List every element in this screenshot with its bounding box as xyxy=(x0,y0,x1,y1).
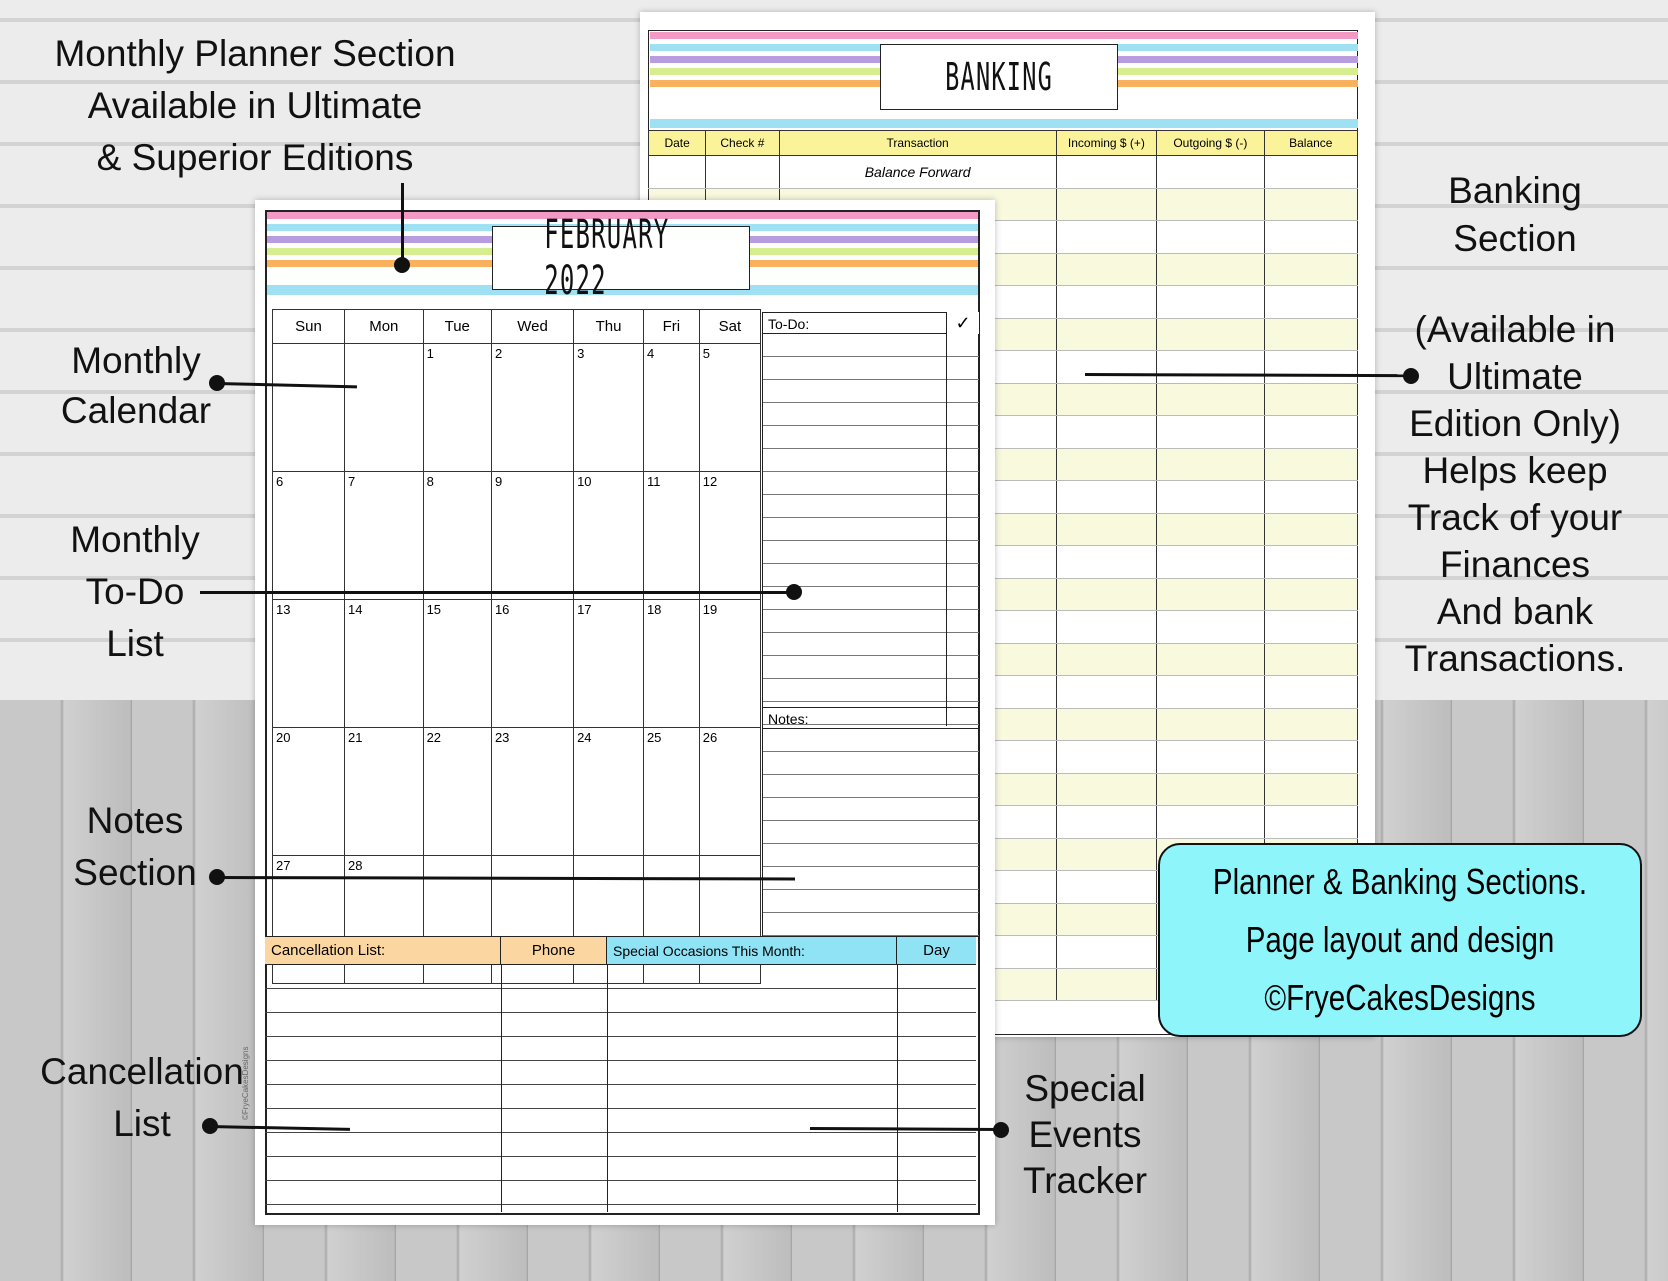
list-item[interactable] xyxy=(265,1061,976,1085)
table-cell[interactable] xyxy=(1056,676,1156,709)
label-line: Notes xyxy=(86,800,184,841)
list-item[interactable] xyxy=(265,1181,976,1205)
day-number: 16 xyxy=(494,602,510,617)
table-cell[interactable] xyxy=(1056,221,1156,254)
table-cell[interactable] xyxy=(1264,806,1357,839)
table-cell[interactable] xyxy=(1157,253,1264,286)
table-cell[interactable] xyxy=(1056,968,1156,1001)
table-cell[interactable] xyxy=(1264,676,1357,709)
weekday-header: Tue xyxy=(423,310,491,344)
section-divider xyxy=(607,965,608,1212)
calendar-week-row xyxy=(273,472,761,600)
table-cell[interactable] xyxy=(1157,578,1264,611)
day-number: 7 xyxy=(348,474,356,489)
banking-title-text: BANKING xyxy=(945,55,1053,99)
label-line: & Superior Editions xyxy=(96,137,414,178)
notes-line[interactable] xyxy=(763,821,979,844)
day-number: 25 xyxy=(646,730,662,745)
notes-line[interactable] xyxy=(763,913,979,936)
table-cell[interactable] xyxy=(1056,546,1156,579)
day-number: 10 xyxy=(577,474,592,489)
table-cell[interactable] xyxy=(1157,221,1264,254)
day-number: 5 xyxy=(702,346,710,361)
day-number: 17 xyxy=(577,602,592,617)
label-line: Finances xyxy=(1439,544,1591,585)
table-cell[interactable] xyxy=(1264,611,1357,644)
list-item[interactable] xyxy=(265,965,976,989)
table-cell[interactable] xyxy=(1264,253,1357,286)
weekday-header-row xyxy=(273,310,761,344)
calendar-day-cell[interactable] xyxy=(699,600,760,728)
weekday-header: Thu xyxy=(574,310,644,344)
calendar-week-row xyxy=(273,344,761,472)
col-balance: Balance xyxy=(1264,131,1357,156)
table-cell[interactable] xyxy=(1157,513,1264,546)
label-line: Ultimate xyxy=(1447,356,1583,397)
table-cell[interactable] xyxy=(1056,611,1156,644)
notes-line[interactable] xyxy=(763,890,979,913)
day-header xyxy=(897,937,976,965)
day-number: 23 xyxy=(494,730,510,745)
col-incoming: Incoming $ (+) xyxy=(1056,131,1156,156)
calendar-day-cell[interactable] xyxy=(423,600,491,728)
day-number: 15 xyxy=(426,602,442,617)
calendar-day-cell[interactable] xyxy=(643,728,699,856)
day-number: 19 xyxy=(702,602,718,617)
table-cell[interactable] xyxy=(1264,708,1357,741)
calendar-day-cell[interactable] xyxy=(345,472,424,600)
calendar-day-cell[interactable] xyxy=(273,600,345,728)
table-cell[interactable] xyxy=(1157,611,1264,644)
notes-line[interactable] xyxy=(763,844,979,867)
day-number: 14 xyxy=(348,602,363,617)
special-occasions-header xyxy=(607,937,897,965)
table-cell[interactable] xyxy=(1264,741,1357,774)
label-line: (Available in xyxy=(1414,309,1616,350)
monthly-calendar xyxy=(272,309,761,984)
day-number: 18 xyxy=(646,602,662,617)
table-cell[interactable] xyxy=(1264,773,1357,806)
table-cell[interactable] xyxy=(1056,416,1156,449)
table-cell[interactable] xyxy=(1056,806,1156,839)
table-cell[interactable] xyxy=(1056,741,1156,774)
col-date: Date xyxy=(649,131,706,156)
label-special-events xyxy=(1000,1066,1170,1204)
todo-list[interactable] xyxy=(762,334,980,726)
label-notes-section xyxy=(55,795,215,899)
special-occasions-header-label: Special Occasions This Month: xyxy=(613,943,805,959)
phone-column-divider xyxy=(501,965,502,1212)
table-cell[interactable] xyxy=(1056,286,1156,319)
day-number: 28 xyxy=(348,858,363,873)
label-line: Events xyxy=(1028,1114,1142,1155)
table-cell[interactable] xyxy=(1157,286,1264,319)
day-number: 20 xyxy=(276,730,291,745)
list-item[interactable] xyxy=(265,1037,976,1061)
table-cell[interactable] xyxy=(1056,708,1156,741)
calendar-area xyxy=(265,303,765,973)
phone-header-label: Phone xyxy=(531,942,576,959)
table-cell[interactable] xyxy=(1056,643,1156,676)
calendar-day-cell[interactable] xyxy=(699,472,760,600)
table-cell[interactable] xyxy=(1157,188,1264,221)
label-line: Monthly xyxy=(71,340,201,381)
table-cell[interactable] xyxy=(1264,643,1357,676)
table-cell[interactable] xyxy=(1157,318,1264,351)
day-number: 2 xyxy=(494,346,503,361)
day-number: 21 xyxy=(348,730,363,745)
table-cell[interactable] xyxy=(1157,708,1264,741)
day-number: 27 xyxy=(276,858,291,873)
copyright-watermark: ©FryeCakesDesigns xyxy=(241,1046,250,1120)
callout-dot-special xyxy=(993,1122,1009,1138)
table-cell[interactable] xyxy=(1056,578,1156,611)
label-line: To-Do xyxy=(85,571,185,612)
notes-header-label: Notes: xyxy=(768,711,809,727)
table-cell[interactable] xyxy=(1157,481,1264,514)
table-cell[interactable] xyxy=(1056,448,1156,481)
credit-line-2: Page layout and design xyxy=(1245,919,1555,960)
table-cell[interactable] xyxy=(1264,546,1357,579)
notes-line[interactable] xyxy=(763,729,979,752)
callout-line-todo xyxy=(200,591,790,594)
table-cell[interactable] xyxy=(1264,188,1357,221)
table-cell[interactable] xyxy=(1157,806,1264,839)
calendar-day-cell[interactable] xyxy=(273,344,345,472)
table-cell[interactable] xyxy=(1056,838,1156,871)
col-transaction: Transaction xyxy=(779,131,1056,156)
calendar-day-cell[interactable] xyxy=(643,344,699,472)
table-cell[interactable] xyxy=(1157,741,1264,774)
label-line: Monthly Planner Section xyxy=(54,33,456,74)
table-cell[interactable] xyxy=(1056,513,1156,546)
table-cell[interactable] xyxy=(1157,416,1264,449)
list-item[interactable] xyxy=(265,989,976,1013)
label-line: Tracker xyxy=(1022,1160,1148,1201)
calendar-week-row xyxy=(273,728,761,856)
weekday-header: Mon xyxy=(345,310,424,344)
february-planner-sheet xyxy=(241,200,995,1225)
cancellation-header xyxy=(265,937,501,965)
check-icon: ✓ xyxy=(946,312,979,334)
callout-dot-banking xyxy=(1403,368,1419,384)
day-number: 13 xyxy=(276,602,291,617)
table-cell[interactable] xyxy=(1056,481,1156,514)
label-monthly-todo xyxy=(45,514,225,670)
todo-header xyxy=(762,312,980,334)
day-number: 26 xyxy=(702,730,718,745)
calendar-day-cell[interactable] xyxy=(643,600,699,728)
list-item[interactable] xyxy=(265,1157,976,1181)
table-cell[interactable] xyxy=(1056,253,1156,286)
weekday-header: Fri xyxy=(643,310,699,344)
day-number: 4 xyxy=(646,346,655,361)
header-stripe xyxy=(650,32,1358,39)
label-line: Calendar xyxy=(60,390,212,431)
day-number: 11 xyxy=(646,474,661,489)
calendar-day-cell[interactable] xyxy=(423,472,491,600)
month-title-text: FEBRUARY 2022 xyxy=(544,212,670,304)
table-cell[interactable] xyxy=(1264,416,1357,449)
notes-section xyxy=(762,707,980,939)
table-cell[interactable] xyxy=(1056,871,1156,904)
table-cell[interactable] xyxy=(1056,383,1156,416)
credit-line-1: Planner & Banking Sections. xyxy=(1212,861,1588,902)
day-header-label: Day xyxy=(923,942,950,959)
label-line: Monthly xyxy=(70,519,200,560)
day-number: 3 xyxy=(577,346,585,361)
day-number: 1 xyxy=(426,346,434,361)
table-cell[interactable] xyxy=(1264,351,1357,384)
label-line: List xyxy=(113,1103,171,1144)
table-cell[interactable] xyxy=(1157,643,1264,676)
label-line: Transactions. xyxy=(1404,638,1626,679)
bottom-sections xyxy=(265,936,980,1216)
todo-header-label: To-Do: xyxy=(768,316,810,332)
table-cell[interactable] xyxy=(1264,286,1357,319)
table-cell[interactable] xyxy=(1264,318,1357,351)
banking-title xyxy=(880,44,1118,110)
table-cell[interactable] xyxy=(1264,221,1357,254)
list-item[interactable] xyxy=(265,1133,976,1157)
calendar-day-cell[interactable] xyxy=(699,344,760,472)
calendar-day-cell[interactable] xyxy=(491,472,573,600)
label-line: Section xyxy=(73,852,197,893)
calendar-day-cell[interactable] xyxy=(491,344,573,472)
calendar-day-cell[interactable] xyxy=(491,728,573,856)
cancellation-header-label: Cancellation List: xyxy=(271,942,386,959)
label-line: Section xyxy=(1453,218,1577,259)
month-title xyxy=(492,212,750,304)
calendar-day-cell[interactable] xyxy=(643,472,699,600)
table-cell[interactable] xyxy=(1264,578,1357,611)
weekday-header: Sun xyxy=(273,310,345,344)
table-cell[interactable] xyxy=(1056,318,1156,351)
day-number: 8 xyxy=(426,474,434,489)
todo-section xyxy=(762,312,980,726)
table-cell[interactable] xyxy=(1264,448,1357,481)
day-number: 24 xyxy=(577,730,592,745)
balance-forward-label: Balance Forward xyxy=(779,156,1056,189)
callout-dot-todo xyxy=(786,584,802,600)
calendar-week-row xyxy=(273,600,761,728)
label-line: Track of your xyxy=(1407,497,1623,538)
notes-line[interactable] xyxy=(763,752,979,775)
calendar-day-cell[interactable] xyxy=(273,728,345,856)
calendar-day-cell[interactable] xyxy=(574,472,644,600)
calendar-day-cell[interactable] xyxy=(345,600,424,728)
label-line: Cancellation xyxy=(40,1051,244,1092)
calendar-day-cell[interactable] xyxy=(423,344,491,472)
label-line: List xyxy=(106,623,164,664)
calendar-day-cell[interactable] xyxy=(699,728,760,856)
calendar-day-cell[interactable] xyxy=(345,728,424,856)
table-cell[interactable] xyxy=(1157,383,1264,416)
notes-line[interactable] xyxy=(763,867,979,890)
phone-header xyxy=(501,937,607,965)
banking-header-band xyxy=(650,119,1358,128)
list-item[interactable] xyxy=(265,1013,976,1037)
table-cell[interactable] xyxy=(1157,773,1264,806)
todo-check-column-divider xyxy=(946,334,947,726)
table-cell[interactable] xyxy=(1056,351,1156,384)
label-banking-description xyxy=(1385,306,1645,682)
calendar-day-cell[interactable] xyxy=(273,472,345,600)
callout-line-planner xyxy=(401,183,404,265)
label-line: Helps keep xyxy=(1422,450,1608,491)
day-column-divider xyxy=(897,965,898,1212)
calendar-day-cell[interactable] xyxy=(345,344,424,472)
label-cancellation-list xyxy=(28,1046,256,1150)
day-number: 22 xyxy=(426,730,442,745)
table-cell[interactable] xyxy=(1157,546,1264,579)
label-banking-section xyxy=(1410,167,1620,263)
day-number: 9 xyxy=(494,474,503,489)
notes-line[interactable] xyxy=(763,775,979,798)
table-cell[interactable] xyxy=(1157,448,1264,481)
weekday-header: Sat xyxy=(699,310,760,344)
calendar-day-cell[interactable] xyxy=(423,728,491,856)
col-check: Check # xyxy=(706,131,779,156)
label-line: And bank xyxy=(1436,591,1594,632)
balance-forward-row xyxy=(649,156,1358,189)
label-line: Special xyxy=(1024,1068,1146,1109)
table-cell[interactable] xyxy=(1264,383,1357,416)
credit-box xyxy=(1158,843,1642,1037)
label-monthly-calendar xyxy=(40,336,232,436)
table-cell[interactable] xyxy=(1056,188,1156,221)
notes-header xyxy=(762,707,980,729)
calendar-day-cell[interactable] xyxy=(491,600,573,728)
calendar-day-cell[interactable] xyxy=(574,728,644,856)
day-number: 12 xyxy=(702,474,718,489)
label-line: Banking xyxy=(1448,170,1582,211)
notes-line[interactable] xyxy=(763,798,979,821)
credit-line-3: ©FryeCakesDesigns xyxy=(1264,977,1536,1018)
table-cell[interactable] xyxy=(1056,936,1156,969)
table-cell[interactable] xyxy=(1157,351,1264,384)
calendar-day-cell[interactable] xyxy=(574,344,644,472)
calendar-day-cell[interactable] xyxy=(574,600,644,728)
label-line: Available in Ultimate xyxy=(87,85,423,126)
table-cell[interactable] xyxy=(1056,773,1156,806)
table-cell[interactable] xyxy=(1056,903,1156,936)
table-cell[interactable] xyxy=(1157,676,1264,709)
col-outgoing: Outgoing $ (-) xyxy=(1157,131,1264,156)
callout-dot-planner xyxy=(394,257,410,273)
notes-area[interactable] xyxy=(762,729,980,939)
label-monthly-planner xyxy=(20,28,490,184)
day-number: 6 xyxy=(276,474,284,489)
list-item[interactable] xyxy=(265,1085,976,1109)
cancellation-and-events-rows[interactable] xyxy=(265,965,976,1212)
weekday-header: Wed xyxy=(491,310,573,344)
label-line: Edition Only) xyxy=(1409,403,1621,444)
table-cell[interactable] xyxy=(1264,481,1357,514)
table-cell[interactable] xyxy=(1264,513,1357,546)
